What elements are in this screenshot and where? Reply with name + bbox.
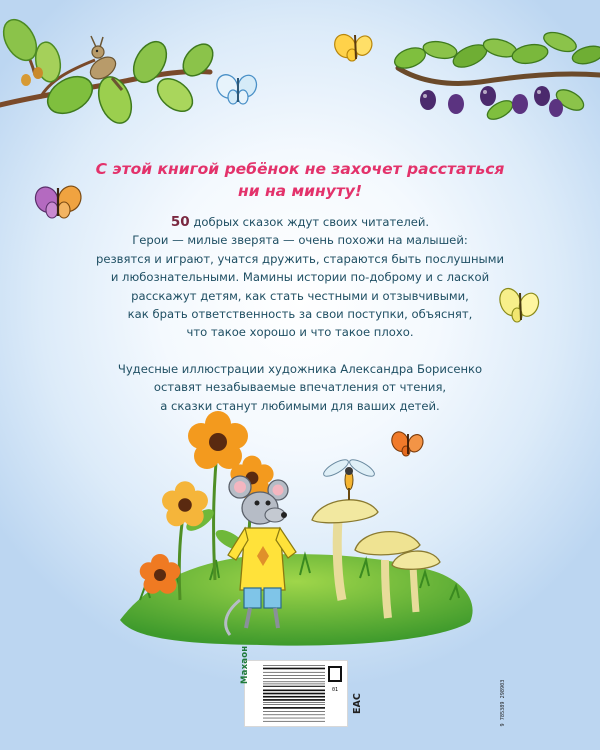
- barcode-bar: [263, 704, 325, 705]
- barcode-bar: [263, 668, 325, 670]
- publisher-name: Махаон: [240, 645, 250, 684]
- barcode-bar: [263, 665, 325, 666]
- illustrator-line: а сказки станут любимыми для ваших детей.: [160, 398, 440, 413]
- butterfly-icon: [213, 71, 259, 104]
- barcode-bar: [263, 699, 325, 701]
- eac-text: EAC: [352, 693, 363, 714]
- barcode-bar: [263, 718, 325, 719]
- barcode-bar: [263, 696, 325, 698]
- barcode-bar: [263, 675, 325, 676]
- barcode-bar: [263, 702, 325, 703]
- plum-branch-icon: [392, 29, 600, 123]
- description-line: [70, 213, 530, 231]
- barcode-bar: [263, 684, 325, 685]
- butterfly-icon: [389, 430, 426, 456]
- barcode-bar: [263, 682, 325, 683]
- isbn-text: 9 785389 298903: [500, 679, 506, 727]
- headline-line-1: С этой книгой ребёнок не захочет расстаться: [95, 160, 505, 178]
- barcode-bar: [263, 707, 325, 709]
- description: [70, 213, 530, 415]
- headline: [60, 158, 540, 202]
- butterfly-icon: [331, 31, 375, 62]
- illustrator-line: Чудесные иллюстрации художника Александра Борисенко: [117, 361, 483, 376]
- description-line: резвятся и играют, учатся дружить, стараются быть послушными: [96, 251, 504, 266]
- description-line: что такое хорошо и что такое плохо.: [186, 325, 414, 340]
- barcode-addon: [329, 667, 341, 681]
- barcode-bar: [263, 672, 325, 673]
- barcode-bar: [263, 711, 325, 712]
- barcode-bar: [263, 686, 325, 687]
- barcode-bar: [263, 693, 325, 695]
- barcode-bar: [263, 721, 325, 722]
- description-line: Герои — милые зверята — очень похожи на малышей:: [132, 233, 468, 248]
- description-line: и любознательными. Мамины истории по-доброму и с лаской: [110, 270, 490, 285]
- dragonfly-icon: [321, 457, 376, 500]
- barcode-bar: [263, 690, 325, 692]
- headline-line-2: ни на минуту!: [237, 182, 363, 200]
- barcode-bar: [263, 678, 325, 679]
- description-line: как брать ответственность за свои поступки, объяснят,: [127, 307, 473, 322]
- illustrator-line: оставят незабываемые впечатления от чтения,: [153, 380, 447, 395]
- description-line: расскажут детям, как стать честными и отзывчивыми,: [131, 288, 469, 303]
- barcode-addon-text: 01: [331, 687, 339, 693]
- description-line-1-rest: добрых сказок ждут своих читателей.: [189, 215, 430, 229]
- barcode-bar: [263, 715, 325, 716]
- barcode-bars: [245, 661, 347, 726]
- tales-count: 50: [170, 214, 190, 230]
